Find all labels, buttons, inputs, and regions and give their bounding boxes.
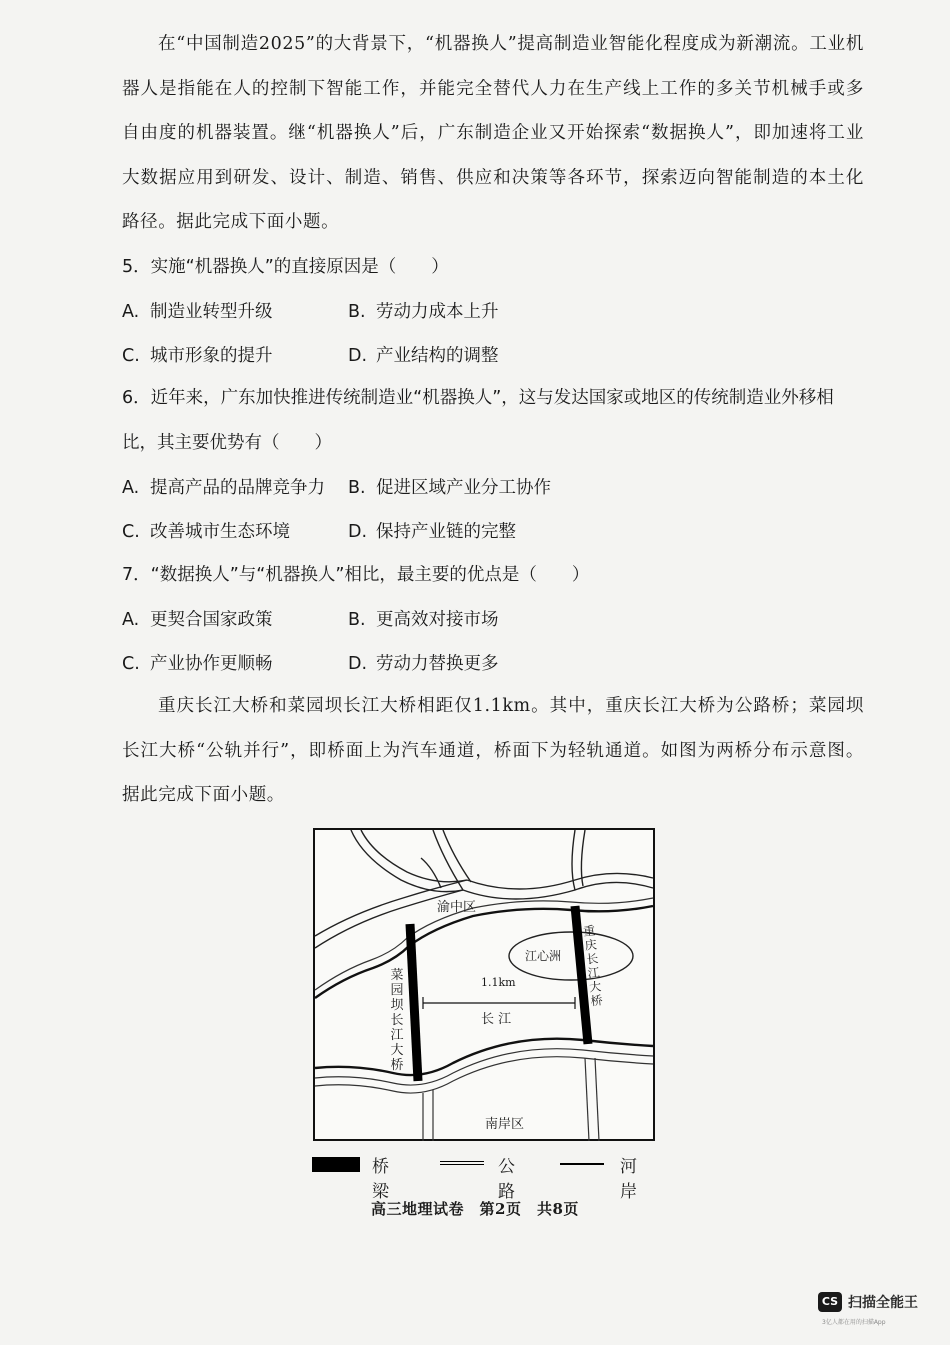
bridge-label-char: 重 — [582, 923, 597, 939]
nanan-label: 南岸区 — [485, 1117, 525, 1132]
bridge-label-char: 江 — [390, 1028, 404, 1043]
page-footer: 高三地理试卷 第2页 共8页 — [371, 1200, 579, 1218]
option-7a[interactable]: A. 更契合国家政策 — [122, 610, 273, 630]
bridge-label-char: 长 — [390, 1013, 404, 1028]
legend-bridge-swatch — [312, 1157, 360, 1172]
yuzhong-label: 渝中区 — [437, 900, 477, 915]
distance-label: 1.1km — [481, 976, 516, 989]
watermark-sub: 3亿人都在用的扫描App — [822, 1319, 886, 1326]
bridge-label-char: 大 — [588, 979, 602, 995]
bridge-map — [313, 828, 655, 1141]
bridge-label-char: 庆 — [584, 937, 598, 953]
option-5d[interactable]: D. 产业结构的调整 — [348, 346, 499, 366]
option-7b[interactable]: B. 更高效对接市场 — [348, 610, 499, 630]
bridge-label-char: 桥 — [589, 993, 604, 1009]
legend-bridge-label: 桥梁 — [372, 1157, 389, 1202]
option-5a[interactable]: A. 制造业转型升级 — [122, 302, 273, 322]
island-label: 江心洲 — [525, 949, 562, 963]
intro-passage-2: 重庆长江大桥和菜园坝长江大桥相距仅1.1km。其中，重庆长江大桥为公路桥；菜园坝长江大桥“公轨并行”，即桥面上为汽车通道，桥面下为轻轨通道。如图为两桥分布示意图。据此完成下面小题。 — [122, 696, 864, 805]
bridge-label-char: 园 — [390, 983, 404, 998]
option-5b[interactable]: B. 劳动力成本上升 — [348, 302, 499, 322]
bridge-label-char: 坝 — [390, 998, 404, 1013]
intro-passage-1: 在“中国制造2025”的大背景下，“机器换人”提高制造业智能化程度成为新潮流。工业机器人是指能在人的控制下智能工作，并能完全替代人力在生产线上工作的多关节机械手或多自由度的机器装置。继“机器换人”后，广东制造企业又开始探索“数据换人”，即加速将工业大数据应用到研发、设计、制造、销售、供应和决策等各环节，探索迈向智能制造的本土化路径。据此完成下面小题。 — [122, 34, 864, 232]
legend-bank-label: 河岸 — [620, 1157, 637, 1202]
legend-road-swatch — [440, 1161, 484, 1165]
legend-road-label: 公路 — [498, 1157, 515, 1202]
option-6b[interactable]: B. 促进区域产业分工协作 — [348, 478, 551, 498]
option-5c[interactable]: C. 城市形象的提升 — [122, 346, 273, 366]
bridge-label-char: 桥 — [390, 1058, 404, 1073]
caiyuanba-bridge-label — [389, 968, 405, 1073]
question-5-stem: 5．实施“机器换人”的直接原因是（ ） — [122, 257, 449, 277]
scanner-watermark — [818, 1290, 938, 1330]
option-6c[interactable]: C. 改善城市生态环境 — [122, 522, 290, 542]
watermark-name: 扫描全能王 — [848, 1295, 918, 1311]
bridge-label-char: 江 — [587, 965, 601, 981]
option-7c[interactable]: C. 产业协作更顺畅 — [122, 654, 273, 674]
option-6d[interactable]: D. 保持产业链的完整 — [348, 522, 516, 542]
bridge-label-char: 大 — [390, 1043, 404, 1058]
camscanner-logo-icon: CS — [818, 1292, 842, 1312]
question-6-stem: 6．近年来，广东加快推进传统制造业“机器换人”，这与发达国家或地区的传统制造业外移相比，其主要优势有（ ） — [122, 388, 834, 453]
bridge-label-char: 长 — [585, 951, 599, 967]
option-6a[interactable]: A. 提高产品的品牌竞争力 — [122, 478, 325, 498]
legend-bank-swatch — [560, 1163, 604, 1165]
river-label: 长 江 — [481, 1012, 512, 1027]
question-7-stem: 7．“数据换人”与“机器换人”相比，最主要的优点是（ ） — [122, 565, 590, 585]
bridge-label-char: 菜 — [390, 968, 404, 983]
option-7d[interactable]: D. 劳动力替换更多 — [348, 654, 499, 674]
